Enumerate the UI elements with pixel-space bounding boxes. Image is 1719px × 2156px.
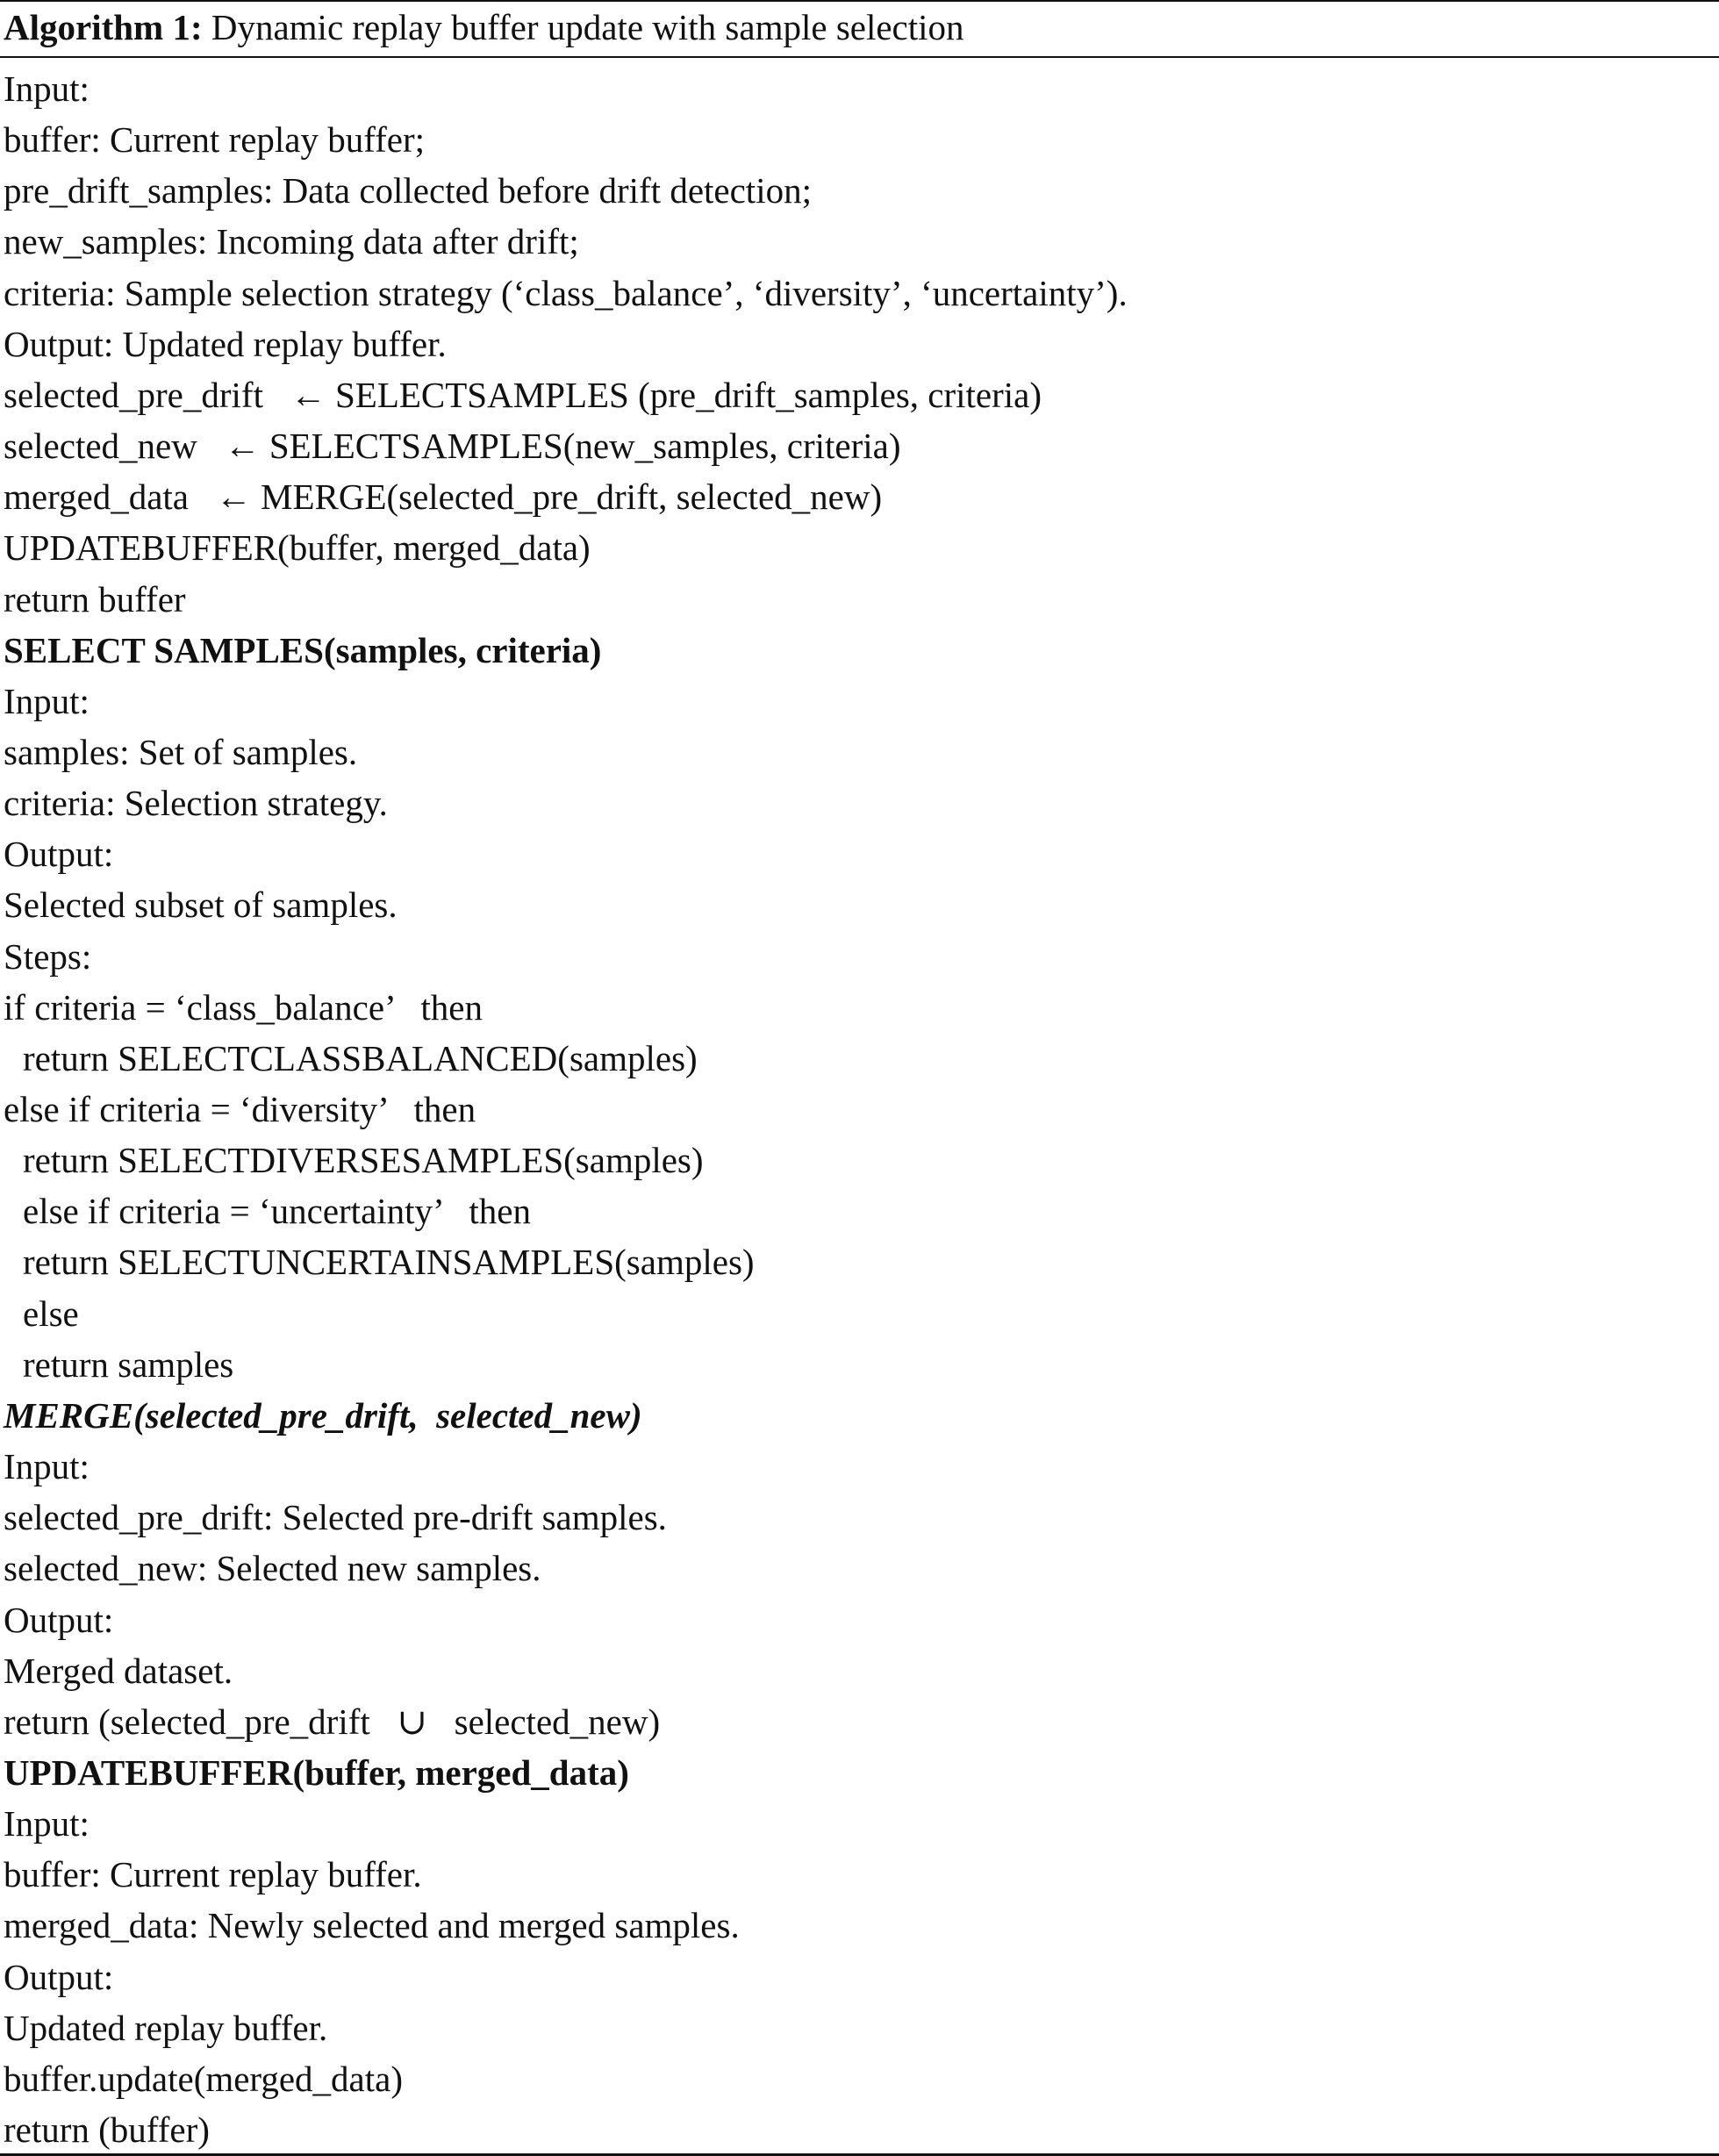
algorithm-line: if criteria = ‘class_balance’ then xyxy=(4,986,483,1028)
algorithm-line: return SELECTCLASSBALANCED(samples) xyxy=(23,1037,698,1078)
algorithm-caption xyxy=(4,5,964,49)
algorithm-line: criteria: Selection strategy. xyxy=(4,783,388,824)
algorithm-line: buffer: Current replay buffer. xyxy=(4,1854,422,1895)
algorithm-line: Output: xyxy=(4,834,114,875)
algorithm-line: Steps: xyxy=(4,935,92,977)
algorithm-line: return (buffer) xyxy=(4,2109,210,2150)
algorithm-line: merged_data ← MERGE(selected_pre_drift, selected_new) xyxy=(4,476,883,518)
algorithm-line: else if criteria = ‘uncertainty’ then xyxy=(23,1191,532,1232)
algorithm-line: Input: xyxy=(4,68,90,109)
algorithm-line: Output: xyxy=(4,1599,114,1640)
algorithm-line: else xyxy=(23,1293,79,1334)
algorithm-line: SELECT SAMPLES(samples, criteria) xyxy=(4,629,602,670)
algorithm-line: Selected subset of samples. xyxy=(4,885,398,926)
algorithm-line: return samples xyxy=(23,1343,234,1385)
algorithm-caption-text: Dynamic replay buffer update with sample selection xyxy=(211,7,964,47)
algorithm-line: buffer.update(merged_data) xyxy=(4,2058,403,2099)
algorithm-line: new_samples: Incoming data after drift; xyxy=(4,221,579,262)
algorithm-line: UPDATEBUFFER(buffer, merged_data) xyxy=(4,527,591,569)
algorithm-line: Output: Updated replay buffer. xyxy=(4,323,447,364)
algorithm-line: Merged dataset. xyxy=(4,1650,233,1691)
algorithm-line: return (selected_pre_drift ∪ selected_new) xyxy=(4,1701,661,1742)
algorithm-line: Input: xyxy=(4,680,90,721)
algorithm-line: MERGE(selected_pre_drift, selected_new) xyxy=(4,1394,642,1436)
algorithm-line: selected_pre_drift ← SELECTSAMPLES (pre_drift_samples, criteria) xyxy=(4,374,1042,415)
algorithm-caption-label: Algorithm 1: xyxy=(4,7,203,47)
algorithm-line: merged_data: Newly selected and merged samples. xyxy=(4,1905,740,1946)
algorithm-line: Updated replay buffer. xyxy=(4,2007,328,2048)
algorithm-line: pre_drift_samples: Data collected before drift detection; xyxy=(4,170,812,211)
caption-rule xyxy=(0,56,1719,58)
algorithm-line: Input: xyxy=(4,1446,90,1487)
algorithm-line: selected_new ← SELECTSAMPLES(new_samples, criteria) xyxy=(4,426,901,467)
top-rule xyxy=(0,0,1719,2)
algorithm-line: samples: Set of samples. xyxy=(4,731,358,772)
algorithm-line: Output: xyxy=(4,1956,114,1997)
algorithm-line: return buffer xyxy=(4,578,186,620)
algorithm-line: selected_pre_drift: Selected pre-drift samples. xyxy=(4,1497,667,1538)
algorithm-line: UPDATEBUFFER(buffer, merged_data) xyxy=(4,1751,629,1793)
algorithm-line: return SELECTUNCERTAINSAMPLES(samples) xyxy=(23,1242,755,1283)
algorithm-line: Input: xyxy=(4,1803,90,1844)
algorithm-line: else if criteria = ‘diversity’ then xyxy=(4,1089,476,1129)
algorithm-line: criteria: Sample selection strategy (‘class_balance’, ‘diversity’, ‘uncertainty’). xyxy=(4,272,1128,313)
algorithm-line: selected_new: Selected new samples. xyxy=(4,1548,541,1589)
algorithm-line: buffer: Current replay buffer; xyxy=(4,119,426,161)
algorithm-line: return SELECTDIVERSESAMPLES(samples) xyxy=(23,1140,704,1181)
